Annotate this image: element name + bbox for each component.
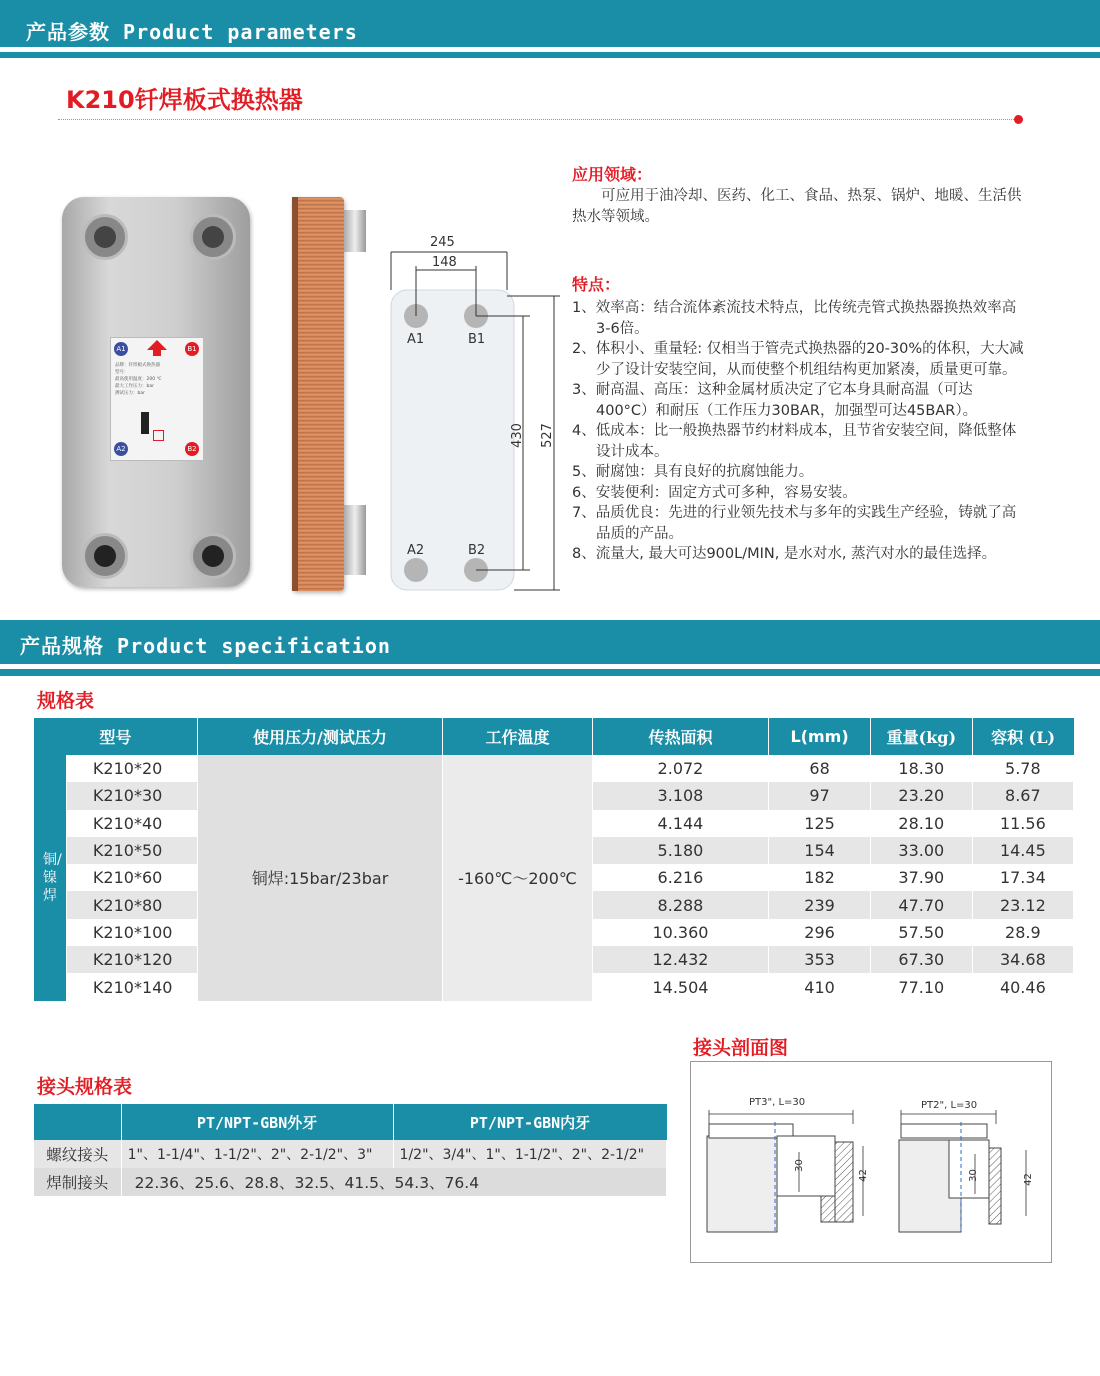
row-volume: 28.9 — [972, 919, 1073, 946]
row-model: K210*20 — [66, 755, 197, 782]
feature-item: 3、耐高温、高压：这种金属材质决定了它本身具耐高温（可达400°C）和耐压（工作压力30BAR，加强型可达45BAR）。 — [572, 382, 978, 419]
spec-section-title: 产品规格 Product specification — [20, 634, 391, 658]
joint-table-heading: 接头规格表 — [37, 1076, 133, 1098]
fitting-left-dim-inner: 30 — [793, 1159, 805, 1172]
row-model: K210*140 — [66, 973, 197, 1000]
spec-header-underline — [0, 669, 1100, 676]
feature-item: 5、耐腐蚀：具有良好的抗腐蚀能力。 — [572, 464, 814, 480]
joint-thread-outer: 1"、1-1/4"、1-1/2"、2"、2-1/2"、3" — [121, 1140, 393, 1168]
joint-table — [34, 1104, 667, 1196]
row-area: 5.180 — [592, 837, 768, 864]
dim-height-inner: 430 — [509, 423, 525, 448]
row-length: 125 — [769, 810, 871, 837]
label-line: 最高使用温度：200 ℃ — [115, 377, 162, 382]
label-tag-a1: A1 — [114, 342, 128, 356]
label-tag-b2: B2 — [185, 442, 199, 456]
row-weight: 37.90 — [870, 864, 972, 891]
dim-width-inner: 148 — [432, 255, 457, 270]
col-header-length: L(mm) — [769, 718, 871, 755]
row-weight: 77.10 — [870, 973, 972, 1000]
row-area: 14.504 — [592, 973, 768, 1000]
side-port-bottom — [344, 505, 366, 575]
feature-item: 6、安装便利：固定方式可多种，容易安装。 — [572, 484, 857, 501]
section-drawing-box — [690, 1061, 1052, 1263]
row-area: 10.360 — [592, 919, 768, 946]
col-header-temperature: 工作温度 — [443, 718, 593, 755]
row-model: K210*80 — [66, 891, 197, 918]
label-plate — [110, 337, 204, 461]
row-length: 353 — [769, 946, 871, 973]
row-area: 4.144 — [592, 810, 768, 837]
product-photo-front — [62, 197, 250, 587]
arrow-up-icon — [147, 340, 167, 350]
fitting-right-label: PT2", L=30 — [921, 1100, 978, 1111]
product-title: K210钎焊板式换热器 — [66, 86, 303, 114]
port-label-b1: B1 — [468, 332, 486, 347]
row-volume: 14.45 — [972, 837, 1073, 864]
spec-table-heading: 规格表 — [37, 690, 95, 712]
row-volume: 34.68 — [972, 946, 1073, 973]
row-volume: 40.46 — [972, 973, 1073, 1000]
params-section-title: 产品参数 Product parameters — [26, 20, 358, 44]
label-line: 型号： — [115, 370, 129, 375]
row-volume: 5.78 — [972, 755, 1073, 782]
feature-item: 1、效率高：结合流体紊流技术特点，比传统壳管式换热器换热效率高3-6倍。 — [572, 300, 1017, 337]
row-length: 239 — [769, 891, 871, 918]
joint-thread-inner: 1/2"、3/4"、1"、1-1/2"、2"、2-1/2" — [393, 1140, 666, 1168]
dim-height-outer: 527 — [539, 423, 555, 448]
row-model: K210*40 — [66, 810, 197, 837]
label-tag-a2: A2 — [114, 442, 128, 456]
joint-weld-label: 焊制接头 — [34, 1168, 121, 1196]
row-volume: 11.56 — [972, 810, 1073, 837]
features-list — [572, 298, 1024, 565]
row-area: 12.432 — [592, 946, 768, 973]
title-divider — [58, 119, 1016, 120]
row-model: K210*50 — [66, 837, 197, 864]
row-model: K210*120 — [66, 946, 197, 973]
row-weight: 57.50 — [870, 919, 972, 946]
dim-width-outer: 245 — [430, 235, 455, 250]
side-port-top — [344, 210, 366, 252]
joint-weld-values: 22.36、25.6、28.8、32.5、41.5、54.3、76.4 — [121, 1168, 666, 1196]
pressure-cell: 铜焊:15bar/23bar — [197, 755, 442, 1001]
port-label-a1: A1 — [407, 332, 425, 347]
fitting-section-svg — [691, 1062, 1051, 1262]
joint-header-outer: PT/NPT-GBN外牙 — [121, 1104, 393, 1140]
label-tag-b1: B1 — [185, 342, 199, 356]
application-heading: 应用领域： — [572, 165, 653, 184]
feature-item: 7、品质优良：先进的行业领先技术与多年的实践生产经验，铸就了高品质的产品。 — [572, 505, 1017, 542]
params-header-underline — [0, 52, 1100, 58]
row-area: 6.216 — [592, 864, 768, 891]
row-model: K210*100 — [66, 919, 197, 946]
label-line: 测试压力：bar — [115, 391, 145, 396]
fitting-left-label: PT3", L=30 — [749, 1097, 806, 1108]
fitting-right-dim-inner: 30 — [967, 1169, 979, 1182]
row-model: K210*60 — [66, 864, 197, 891]
port-label-b2: B2 — [468, 543, 486, 558]
section-drawing-heading: 接头剖面图 — [693, 1037, 789, 1059]
joint-corner — [34, 1104, 121, 1140]
row-length: 296 — [769, 919, 871, 946]
row-length: 97 — [769, 782, 871, 809]
label-line: 最大工作压力：bar — [115, 384, 154, 389]
row-length: 410 — [769, 973, 871, 1000]
joint-header-inner: PT/NPT-GBN内牙 — [393, 1104, 666, 1140]
row-weight: 18.30 — [870, 755, 972, 782]
fitting-left-dim-outer: 42 — [857, 1169, 869, 1182]
row-area: 8.288 — [592, 891, 768, 918]
row-weight: 23.20 — [870, 782, 972, 809]
col-header-weight: 重量(kg) — [870, 718, 972, 755]
feature-item: 4、低成本：比一般换热器节约材料成本，且节省安装空间，降低整体设计成本。 — [572, 423, 1017, 460]
feature-item: 2、体积小、重量轻: 仅相当于管壳式换热器的20-30%的体积，大大减少了设计安装空间，从而使整个机组结构更加紧凑，质量更可靠。 — [572, 341, 1024, 378]
col-header-pressure: 使用压力/测试压力 — [197, 718, 442, 755]
feature-item: 8、流量大, 最大可达900L/MIN, 是水对水, 蒸汽对水的最佳选择。 — [572, 546, 997, 562]
row-weight: 28.10 — [870, 810, 972, 837]
row-weight: 67.30 — [870, 946, 972, 973]
row-weight: 33.00 — [870, 837, 972, 864]
label-line: 品牌：钎焊板式换热器 — [115, 363, 160, 368]
row-volume: 17.34 — [972, 864, 1073, 891]
fitting-right-dim-outer: 42 — [1022, 1173, 1034, 1186]
title-divider-dot — [1014, 115, 1023, 124]
row-area: 3.108 — [592, 782, 768, 809]
row-length: 154 — [769, 837, 871, 864]
material-side-label: 铜/镍焊 — [34, 755, 66, 1001]
col-header-model: 型号 — [34, 718, 197, 755]
joint-thread-label: 螺纹接头 — [34, 1140, 121, 1168]
row-volume: 23.12 — [972, 891, 1073, 918]
row-model: K210*30 — [66, 782, 197, 809]
col-header-area: 传热面积 — [592, 718, 768, 755]
features-heading: 特点： — [572, 275, 621, 294]
row-length: 68 — [769, 755, 871, 782]
col-header-volume: 容积 (L) — [972, 718, 1073, 755]
port-label-a2: A2 — [407, 543, 425, 558]
row-length: 182 — [769, 864, 871, 891]
application-text: 可应用于油冷却、医药、化工、食品、热泵、锅炉、地暖、生活供热水等领域。 — [572, 188, 1022, 225]
row-volume: 8.67 — [972, 782, 1073, 809]
row-weight: 47.70 — [870, 891, 972, 918]
row-area: 2.072 — [592, 755, 768, 782]
spec-table — [34, 718, 1074, 1001]
temperature-cell: -160℃～200℃ — [443, 755, 593, 1001]
product-photo-side — [292, 197, 344, 591]
